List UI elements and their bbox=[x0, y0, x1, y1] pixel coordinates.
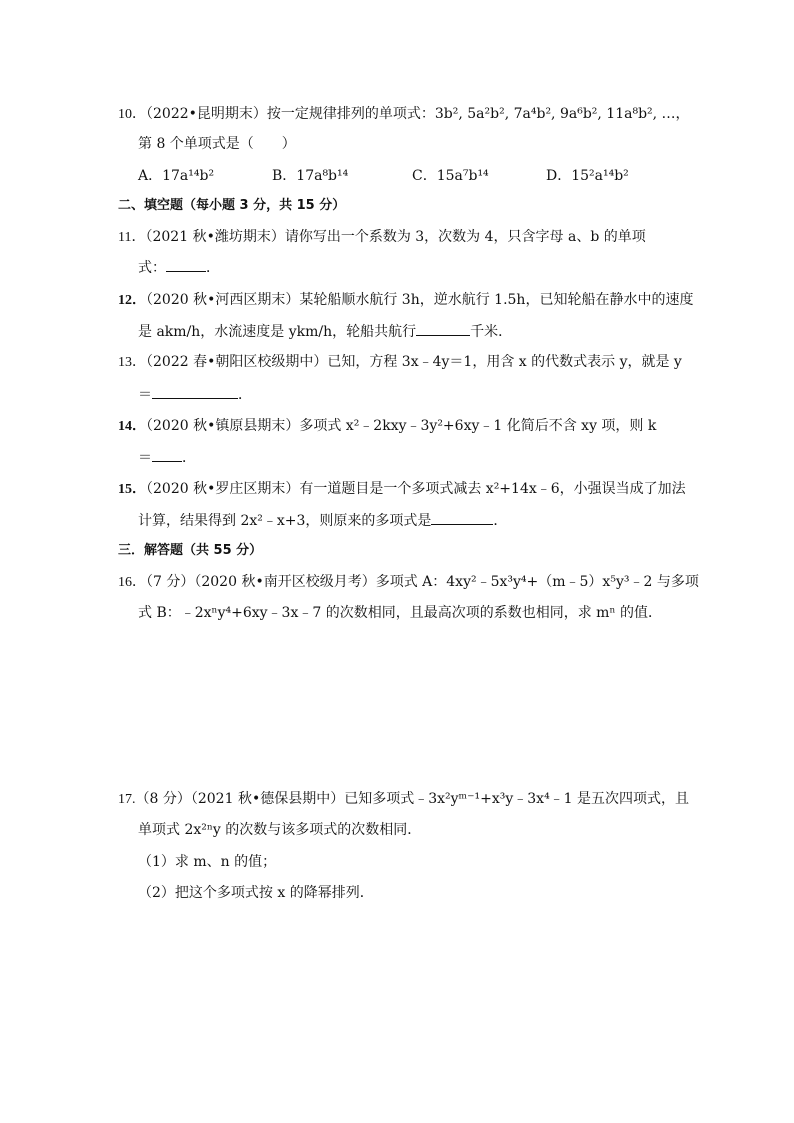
question-13-line-1 bbox=[118, 352, 682, 373]
question-17-line-1 bbox=[118, 789, 689, 810]
text-after-blank: ． bbox=[238, 387, 252, 403]
text-before-blank: ＝ bbox=[138, 387, 152, 403]
question-text: 多项式 x²﹣2kxy﹣3y²+6xy﹣1 化简后不含 xy 项，则 k bbox=[299, 418, 657, 434]
answer-blank[interactable] bbox=[166, 257, 206, 272]
question-number: 10． bbox=[118, 107, 146, 122]
text-before-blank: 式： bbox=[138, 260, 166, 276]
question-number: 17. bbox=[118, 792, 136, 807]
option-a: A．17a¹⁴b² bbox=[138, 168, 215, 184]
question-15-line-1 bbox=[118, 479, 686, 500]
question-13-line-2 bbox=[138, 384, 252, 405]
question-number: 13． bbox=[118, 355, 146, 370]
question-score: （8 分） bbox=[135, 791, 191, 807]
question-number: 11． bbox=[118, 230, 146, 245]
question-text: 某轮船顺水航行 3h，逆水航行 1.5h，已知轮船在静水中的速度 bbox=[299, 292, 694, 308]
question-source: （2021 秋•潍坊期末） bbox=[145, 229, 285, 245]
option-b: B．17a⁸b¹⁴ bbox=[272, 168, 349, 184]
question-10-line-1 bbox=[118, 104, 690, 125]
text-before-blank: 计算，结果得到 2x²﹣x+3，则原来的多项式是 bbox=[138, 513, 432, 529]
text-after-blank: ． bbox=[493, 513, 508, 529]
question-12-line-1 bbox=[118, 290, 693, 311]
question-source: （2020 秋•南开区校级月考） bbox=[194, 574, 376, 590]
question-number: 12． bbox=[118, 293, 146, 308]
question-stem: 按一定规律排列的单项式： bbox=[266, 106, 435, 122]
question-number: 16． bbox=[118, 575, 146, 590]
text-before-blank: ＝ bbox=[138, 450, 152, 466]
question-source: （2020 秋•镇原县期末） bbox=[146, 418, 300, 434]
question-source: （2022 春•朝阳区校级期中） bbox=[146, 354, 328, 370]
answer-blank[interactable] bbox=[152, 447, 182, 462]
question-score: （7 分） bbox=[146, 574, 195, 590]
question-source: （2020 秋•罗庄区期末） bbox=[146, 481, 300, 497]
question-14-line-2 bbox=[138, 447, 196, 468]
monomial-sequence: 3b², 5a²b², 7a⁴b², 9a⁶b², 11a⁸b², …， bbox=[434, 106, 690, 122]
question-text: 已知多项式﹣3x²yᵐ⁻¹+x³y﹣3x⁴﹣1 是五次四项式，且 bbox=[344, 791, 690, 807]
question-17-subpart-1: （1）求 m、n 的值； bbox=[138, 854, 277, 870]
text-after-blank: ． bbox=[206, 260, 220, 276]
question-source: （2021 秋•德保县期中） bbox=[190, 791, 345, 807]
answer-blank[interactable] bbox=[152, 384, 238, 399]
question-14-line-1 bbox=[118, 416, 656, 437]
question-source: （2020 秋•河西区期末） bbox=[146, 292, 300, 308]
option-c: C．15a⁷b¹⁴ bbox=[412, 168, 489, 184]
section-heading-solutions: 三．解答题（共 55 分） bbox=[118, 543, 263, 558]
question-text: 有一道题目是一个多项式减去 x²+14x﹣6，小强误当成了加法 bbox=[299, 481, 686, 497]
question-text: 请你写出一个系数为 3，次数为 4，只含字母 a、b 的单项 bbox=[284, 229, 646, 245]
text-after-blank: 千米． bbox=[470, 324, 513, 340]
question-number: 15． bbox=[118, 482, 146, 497]
question-text: 多项式 A：4xy²﹣5x³y⁴+（m﹣5）x⁵y³﹣2 与多项 bbox=[375, 574, 699, 590]
question-17-subpart-2: （2）把这个多项式按 x 的降幂排列． bbox=[138, 885, 374, 901]
question-11-line-2 bbox=[138, 257, 220, 278]
answer-blank[interactable] bbox=[416, 321, 470, 336]
question-15-line-2 bbox=[138, 510, 507, 531]
text-before-blank: 是 akm/h，水流速度是 ykm/h，轮船共航行 bbox=[138, 324, 417, 340]
question-16-line-2: 式 B：﹣2xⁿy⁴+6xy﹣3x﹣7 的次数相同，且最高次项的系数也相同，求 mⁿ 的值． bbox=[138, 605, 662, 621]
question-text: 已知，方程 3x﹣4y＝1，用含 x 的代数式表示 y，就是 y bbox=[327, 354, 682, 370]
question-number: 14． bbox=[118, 419, 146, 434]
question-11-line-1 bbox=[118, 227, 646, 248]
question-10-options bbox=[138, 166, 698, 186]
question-source: （2022•昆明期末） bbox=[146, 106, 267, 122]
answer-blank[interactable] bbox=[431, 510, 493, 525]
question-17-line-2: 单项式 2x²ⁿy 的次数与该多项式的次数相同． bbox=[138, 822, 422, 838]
section-heading-fill-in: 二、填空题（每小题 3 分，共 15 分） bbox=[118, 198, 346, 213]
question-16-line-1 bbox=[118, 572, 699, 593]
question-12-line-2 bbox=[138, 321, 512, 342]
text-after-blank: ． bbox=[182, 450, 196, 466]
question-10-line-2: 第 8 个单项式是（ ） bbox=[138, 136, 296, 152]
option-d: D．15²a¹⁴b² bbox=[546, 168, 629, 184]
